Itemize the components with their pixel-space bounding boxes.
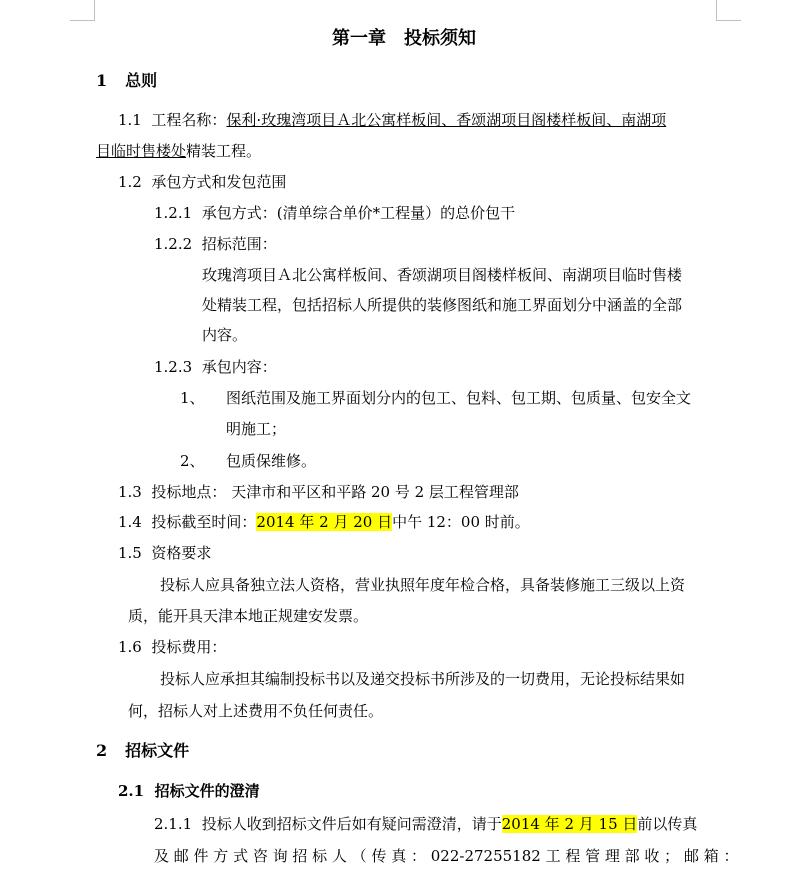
clause-1-2 [118,172,286,192]
bid-location: 天津市和平区和平路 20 号 2 层工程管理部 [231,483,519,501]
list-item-1-text-cont: 明施工； [226,420,287,438]
section-number: 2 [96,741,108,760]
clause-1-5 [118,543,211,563]
clause-label: 招标文件的澄清 [154,782,260,800]
section-2-heading [96,741,189,761]
clause-number: 1.2.3 [154,358,193,376]
clause-1-1-cont [96,141,261,161]
clause-1-2-3 [154,357,277,377]
clause-number: 2.1.1 [154,815,193,833]
clause-text: 承包方式：(清单综合单价*工程量）的总价包干 [201,204,516,222]
list-item-2-text: 包质保维修。 [226,452,317,470]
clause-1-3 [118,482,519,502]
clause-label: 资格要求 [151,544,212,562]
scope-line-3: 内容。 [202,326,248,344]
clause-number: 1.2.2 [154,235,193,253]
section-1-heading [96,71,157,91]
clause-label: 投标地点： [151,483,227,501]
clause-label: 投标截至时间： [151,513,257,531]
section-number: 1 [96,71,108,90]
cost-line-1: 投标人应承担其编制投标书以及递交投标书所涉及的一切费用，无论投标结果如 [160,670,686,688]
clause-label: 投标费用： [151,638,227,656]
clause-1-1 [118,110,666,130]
qualification-line-2: 质，能开具天津本地正规建安发票。 [128,607,369,625]
clause-text: 投标人收到招标文件后如有疑问需澄清，请于 [201,815,502,833]
project-suffix: 精装工程。 [186,142,262,160]
clause-label: 承包内容： [201,358,277,376]
clause-1-4 [118,512,530,532]
clause-2-1 [118,781,260,801]
clause-number: 2.1 [118,782,145,800]
list-item-1-text: 图纸范围及施工界面划分内的包工、包料、包工期、包质量、包安全文 [226,389,692,407]
clause-2-1-1 [154,814,697,834]
qualification-line-1: 投标人应具备独立法人资格，营业执照年度年检合格，具备装修施工三级以上资 [160,576,686,594]
clause-text-suffix: 前以传真 [637,815,698,833]
clause-2-1-1-cont: 及 邮 件 方 式 咨 询 招 标 人 （ 传 真 ： 022-27255182 工 程 管 理 部 收 ； 邮 箱 ： [154,847,739,865]
section-label: 总则 [125,71,158,90]
clause-label: 工程名称： [151,111,227,129]
margin-corner-top-right [716,0,741,21]
list-item-1-marker: 1、 [180,389,205,407]
scope-line-2: 处精装工程，包括招标人所提供的装修图纸和施工界面划分中涵盖的全部 [202,296,683,314]
clarification-deadline-date: 2014 年 2 月 15 日 [501,815,638,833]
bid-deadline-time: 中午 12：00 时前。 [392,513,530,531]
cost-line-2: 何，招标人对上述费用不负任何责任。 [128,702,384,720]
scope-line-1: 玫瑰湾项目Ａ北公寓样板间、香颂湖项目阁楼样板间、南湖项目临时售楼 [202,266,683,284]
margin-corner-top-left [70,0,95,21]
clause-number: 1.5 [118,544,142,562]
clause-label: 招标范围： [201,235,277,253]
clause-1-6 [118,637,226,657]
bid-deadline-date: 2014 年 2 月 20 日 [256,513,393,531]
clause-number: 1.3 [118,483,142,501]
clause-number: 1.1 [118,111,142,129]
clause-number: 1.4 [118,513,142,531]
section-label: 招标文件 [125,741,190,760]
clause-number: 1.6 [118,638,142,656]
project-name: 保利·玫瑰湾项目Ａ北公寓样板间、香颂湖项目阁楼样板间、南湖项 [226,111,667,129]
list-item-2-marker: 2、 [180,452,205,470]
clause-number: 1.2.1 [154,204,193,222]
clause-1-2-2 [154,234,277,254]
project-name-cont: 目临时售楼处 [96,142,187,160]
clause-number: 1.2 [118,173,142,191]
page-title: 第一章 投标须知 [332,28,476,49]
clause-1-2-1 [154,203,515,223]
clause-label: 承包方式和发包范围 [151,173,287,191]
